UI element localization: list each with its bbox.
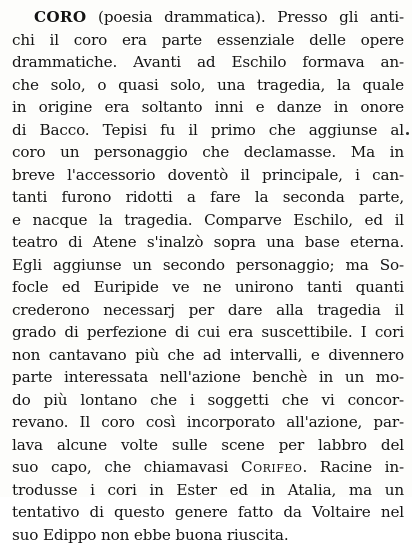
entry-line: suo Edippo non ebbe buona riuscita.: [12, 524, 404, 546]
entry-line: do più lontano che i soggetti che vi concor-: [12, 389, 404, 412]
entry-line: [12, 6, 404, 29]
entry-line: revano. Il coro così incorporato all'azione, par-: [12, 411, 404, 434]
entry-line: tentativo di questo genere fatto da Voltaire nel: [12, 501, 404, 524]
entry-line: crederono necessarj per dare alla tragedia il: [12, 299, 404, 322]
entry-line: e nacque la tragedia. Comparve Eschilo, ed il: [12, 209, 404, 232]
entry-line: focle ed Euripide ve ne unirono tanti quanti: [12, 276, 404, 299]
entry-headword: CORO: [34, 8, 86, 26]
entry-line: tanti furono ridotti a fare la seconda parte,: [12, 186, 404, 209]
entry-line-prefix: suo capo, che chiamavasi: [12, 458, 241, 476]
entry-line-text: (poesia drammatica). Presso gli anti-: [86, 8, 404, 26]
entry-line: grado di perfezione di cui era suscettibile. I cori: [12, 321, 404, 344]
entry-line: in origine era soltanto inni e danze in onore: [12, 96, 404, 119]
entry-line: non cantavano più che ad intervalli, e divennero: [12, 344, 404, 367]
dictionary-entry: [12, 6, 404, 546]
entry-line: Egli aggiunse un secondo personaggio; ma So-: [12, 254, 404, 277]
entry-line-text: . Racine in-: [302, 458, 404, 476]
entry-line: chi il coro era parte essenziale delle opere: [12, 29, 404, 52]
entry-line: lava alcune volte sulle scene per labbro del: [12, 434, 404, 457]
entry-line: trodusse i cori in Ester ed in Atalia, ma un: [12, 479, 404, 502]
entry-line: drammatiche. Avanti ad Eschilo formava an-: [12, 51, 404, 74]
entry-line: teatro di Atene s'inalzò sopra una base eterna.: [12, 231, 404, 254]
term-corifeo: Corifeo: [241, 458, 302, 476]
entry-line: [12, 456, 404, 479]
entry-line: breve l'accessorio doventò il principale, i can-: [12, 164, 404, 187]
entry-line: parte interessata nell'azione benchè in un mo-: [12, 366, 404, 389]
entry-line: che solo, o quasi solo, una tragedia, la quale: [12, 74, 404, 97]
entry-line: di Bacco. Tepisi fu il primo che aggiunse al: [12, 119, 404, 142]
entry-line: coro un personaggio che declamasse. Ma in: [12, 141, 404, 164]
print-speck: [406, 132, 409, 135]
